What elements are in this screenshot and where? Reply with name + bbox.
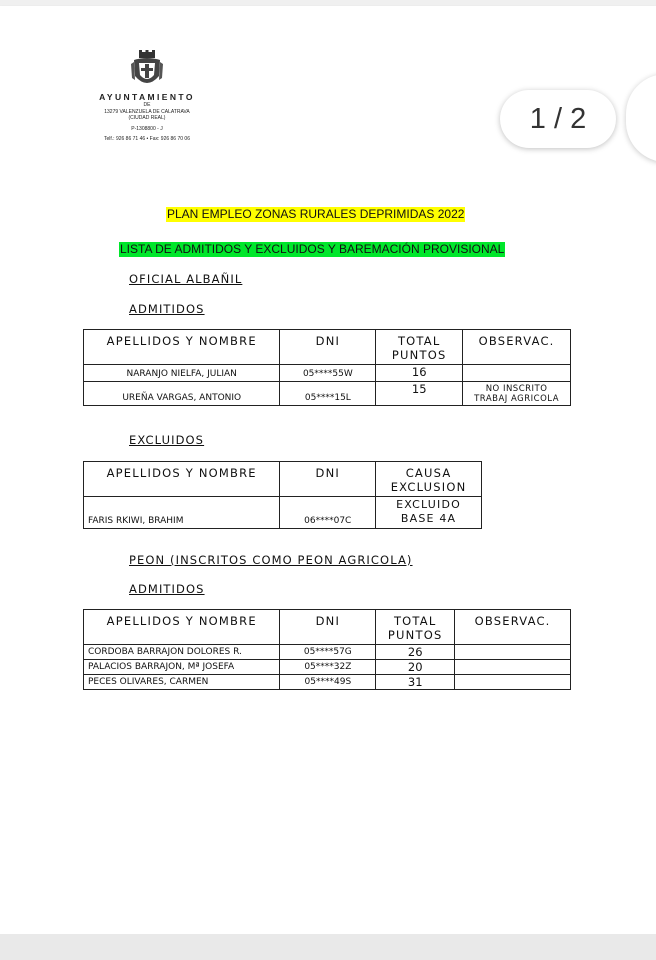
section-excluidos: EXCLUIDOS [129, 433, 205, 447]
cell-name: PECES OLIVARES, CARMEN [84, 675, 280, 690]
table-row [84, 660, 571, 675]
cell-observac [463, 365, 571, 382]
cell-total: 16 [376, 365, 463, 382]
section-oficial-albanil: OFICIAL ALBAÑIL [129, 272, 243, 286]
cell-dni: 05****55W [280, 365, 376, 382]
col-header-dni: DNI [280, 462, 376, 497]
cell-name: NARANJO NIELFA, JULIAN [84, 365, 280, 382]
cell-name: PALACIOS BARRAJON, Mª JOSEFA [84, 660, 280, 675]
letterhead-province: (CIUDAD REAL) [128, 115, 166, 121]
section-admitidos-oficial: ADMITIDOS [129, 302, 205, 316]
admitidos-oficial-table [83, 329, 571, 406]
excluidos-table [83, 461, 482, 529]
table-row [84, 365, 571, 382]
col-header-name: APELLIDOS Y NOMBRE [84, 462, 280, 497]
col-header-name: APELLIDOS Y NOMBRE [84, 610, 280, 645]
cell-observac [455, 675, 571, 690]
cell-dni: 05****32Z [280, 660, 376, 675]
table-header-row [84, 462, 482, 497]
letterhead-cif: P-1308800 - J [131, 125, 163, 132]
cell-dni: 05****57G [280, 645, 376, 660]
table-row [84, 497, 482, 529]
cell-dni: 06****07C [280, 497, 376, 529]
admitidos-peon-table [83, 609, 571, 690]
cell-observac [455, 645, 571, 660]
viewer-bottom-bar [0, 934, 656, 960]
col-header-causa-line-1: CAUSA [405, 466, 452, 480]
table-row [84, 382, 571, 406]
document-subtitle: LISTA DE ADMITIDOS Y EXCLUIDOS Y BAREMACIÓN PROVISIONAL [120, 242, 505, 256]
table-row [84, 645, 571, 660]
cell-causa-line-1: EXCLUIDO [396, 498, 462, 511]
cell-observac-line-2: TRABAJ AGRICOLA [474, 394, 560, 404]
cell-causa-line-2: BASE 4A [400, 512, 457, 525]
col-header-total: TOTAL PUNTOS [376, 610, 455, 645]
cell-name: CORDOBA BARRAJON DOLORES R. [84, 645, 280, 660]
table-header-row [84, 330, 571, 365]
col-header-total: TOTAL PUNTOS [376, 330, 463, 365]
table-header-row [84, 610, 571, 645]
cell-causa [376, 497, 482, 529]
cell-name: FARIS RKIWI, BRAHIM [84, 497, 280, 529]
col-header-dni: DNI [280, 330, 376, 365]
col-header-name: APELLIDOS Y NOMBRE [84, 330, 280, 365]
cell-total: 15 [376, 382, 463, 406]
cell-dni: 05****15L [280, 382, 376, 406]
cell-name: UREÑA VARGAS, ANTONIO [84, 382, 280, 406]
coat-of-arms-icon [130, 50, 164, 90]
letterhead [82, 50, 212, 143]
page-indicator: 1 / 2 [500, 90, 616, 148]
col-header-causa-line-2: EXCLUSION [390, 480, 467, 494]
letterhead-de: DE [143, 102, 151, 108]
section-admitidos-peon: ADMITIDOS [129, 582, 205, 596]
cell-observac-line-1: NO INSCRITO [485, 384, 548, 394]
cell-dni: 05****49S [280, 675, 376, 690]
letterhead-name: AYUNTAMIENTO [99, 92, 195, 102]
table-row [84, 675, 571, 690]
document-title: PLAN EMPLEO ZONAS RURALES DEPRIMIDAS 2022 [167, 207, 465, 221]
col-header-observac: OBSERVAC. [463, 330, 571, 365]
letterhead-address: 13279 VALENZUELA DE CALATRAVA [104, 108, 190, 115]
col-header-causa [376, 462, 482, 497]
col-header-observac: OBSERVAC. [455, 610, 571, 645]
cell-observac [463, 382, 571, 406]
cell-total: 26 [376, 645, 455, 660]
cell-observac [455, 660, 571, 675]
letterhead-phones: Telf.: 926 86 71 46 • Fax: 926 86 70 06 [104, 136, 190, 142]
col-header-dni: DNI [280, 610, 376, 645]
cell-total: 20 [376, 660, 455, 675]
section-peon: PEON (INSCRITOS COMO PEON AGRICOLA) [129, 553, 413, 567]
cell-total: 31 [376, 675, 455, 690]
